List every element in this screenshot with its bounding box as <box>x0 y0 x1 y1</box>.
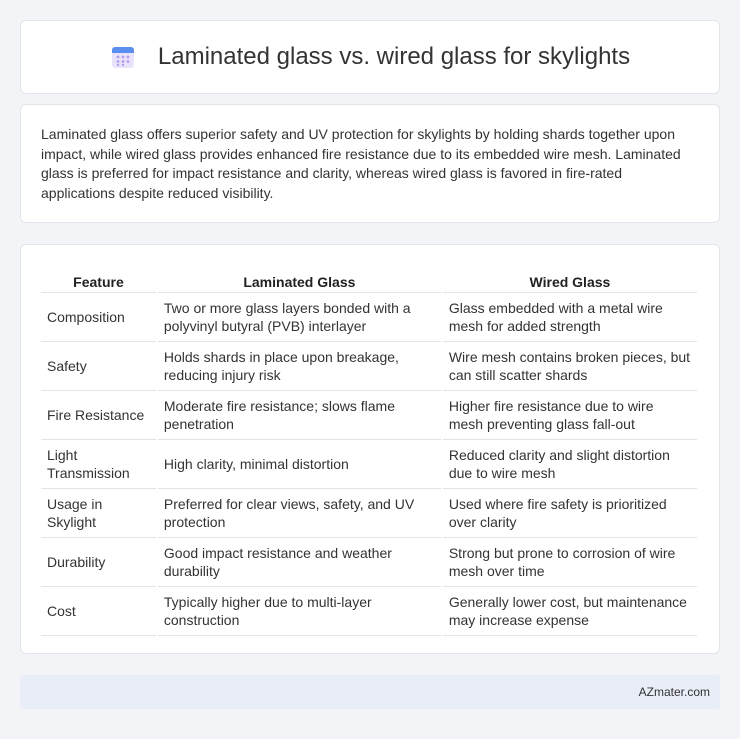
wired-cell: Strong but prone to corrosion of wire mesh over time <box>443 538 697 587</box>
table-row <box>41 538 697 587</box>
summary-card <box>20 104 720 223</box>
header-feature: Feature <box>41 265 156 293</box>
wired-cell: Higher fire resistance due to wire mesh preventing glass fall-out <box>443 391 697 440</box>
laminated-cell: Holds shards in place upon breakage, reducing injury risk <box>158 342 441 391</box>
footer-brand: AZmater.com <box>638 685 710 699</box>
feature-cell: Durability <box>41 538 156 587</box>
feature-cell: Cost <box>41 587 156 636</box>
table-row <box>41 587 697 636</box>
title-card <box>20 20 720 94</box>
laminated-cell: Typically higher due to multi-layer construction <box>158 587 441 636</box>
feature-cell: Fire Resistance <box>41 391 156 440</box>
feature-cell: Light Transmission <box>41 440 156 489</box>
header-wired: Wired Glass <box>443 265 697 293</box>
wired-cell: Wire mesh contains broken pieces, but can still scatter shards <box>443 342 697 391</box>
comparison-card <box>20 244 720 654</box>
wired-cell: Reduced clarity and slight distortion due to wire mesh <box>443 440 697 489</box>
table-row <box>41 293 697 342</box>
table-row <box>41 391 697 440</box>
laminated-cell: Two or more glass layers bonded with a polyvinyl butyral (PVB) interlayer <box>158 293 441 342</box>
wired-cell: Glass embedded with a metal wire mesh for added strength <box>443 293 697 342</box>
footer <box>20 675 720 709</box>
laminated-cell: Preferred for clear views, safety, and UV protection <box>158 489 441 538</box>
table-header-row <box>41 265 697 293</box>
table-row <box>41 342 697 391</box>
wired-cell: Used where fire safety is prioritized over clarity <box>443 489 697 538</box>
table-row <box>41 489 697 538</box>
table-row <box>41 440 697 489</box>
laminated-cell: High clarity, minimal distortion <box>158 440 441 489</box>
calendar-icon <box>110 44 136 70</box>
comparison-table <box>39 265 699 636</box>
page-title: Laminated glass vs. wired glass for skylights <box>157 43 631 70</box>
feature-cell: Usage in Skylight <box>41 489 156 538</box>
feature-cell: Safety <box>41 342 156 391</box>
laminated-cell: Moderate fire resistance; slows flame penetration <box>158 391 441 440</box>
header-laminated: Laminated Glass <box>158 265 441 293</box>
wired-cell: Generally lower cost, but maintenance may increase expense <box>443 587 697 636</box>
summary-text: Laminated glass offers superior safety and UV protection for skylights by holding shards together upon impact, while wired glass provides enhanced fire resistance due to its embedded wire mesh. Laminated glass is preferred for impact resistance and clarity, whereas wired glass is favored in fire-rated applications despite reduced visibility. <box>41 126 681 201</box>
feature-cell: Composition <box>41 293 156 342</box>
laminated-cell: Good impact resistance and weather durability <box>158 538 441 587</box>
